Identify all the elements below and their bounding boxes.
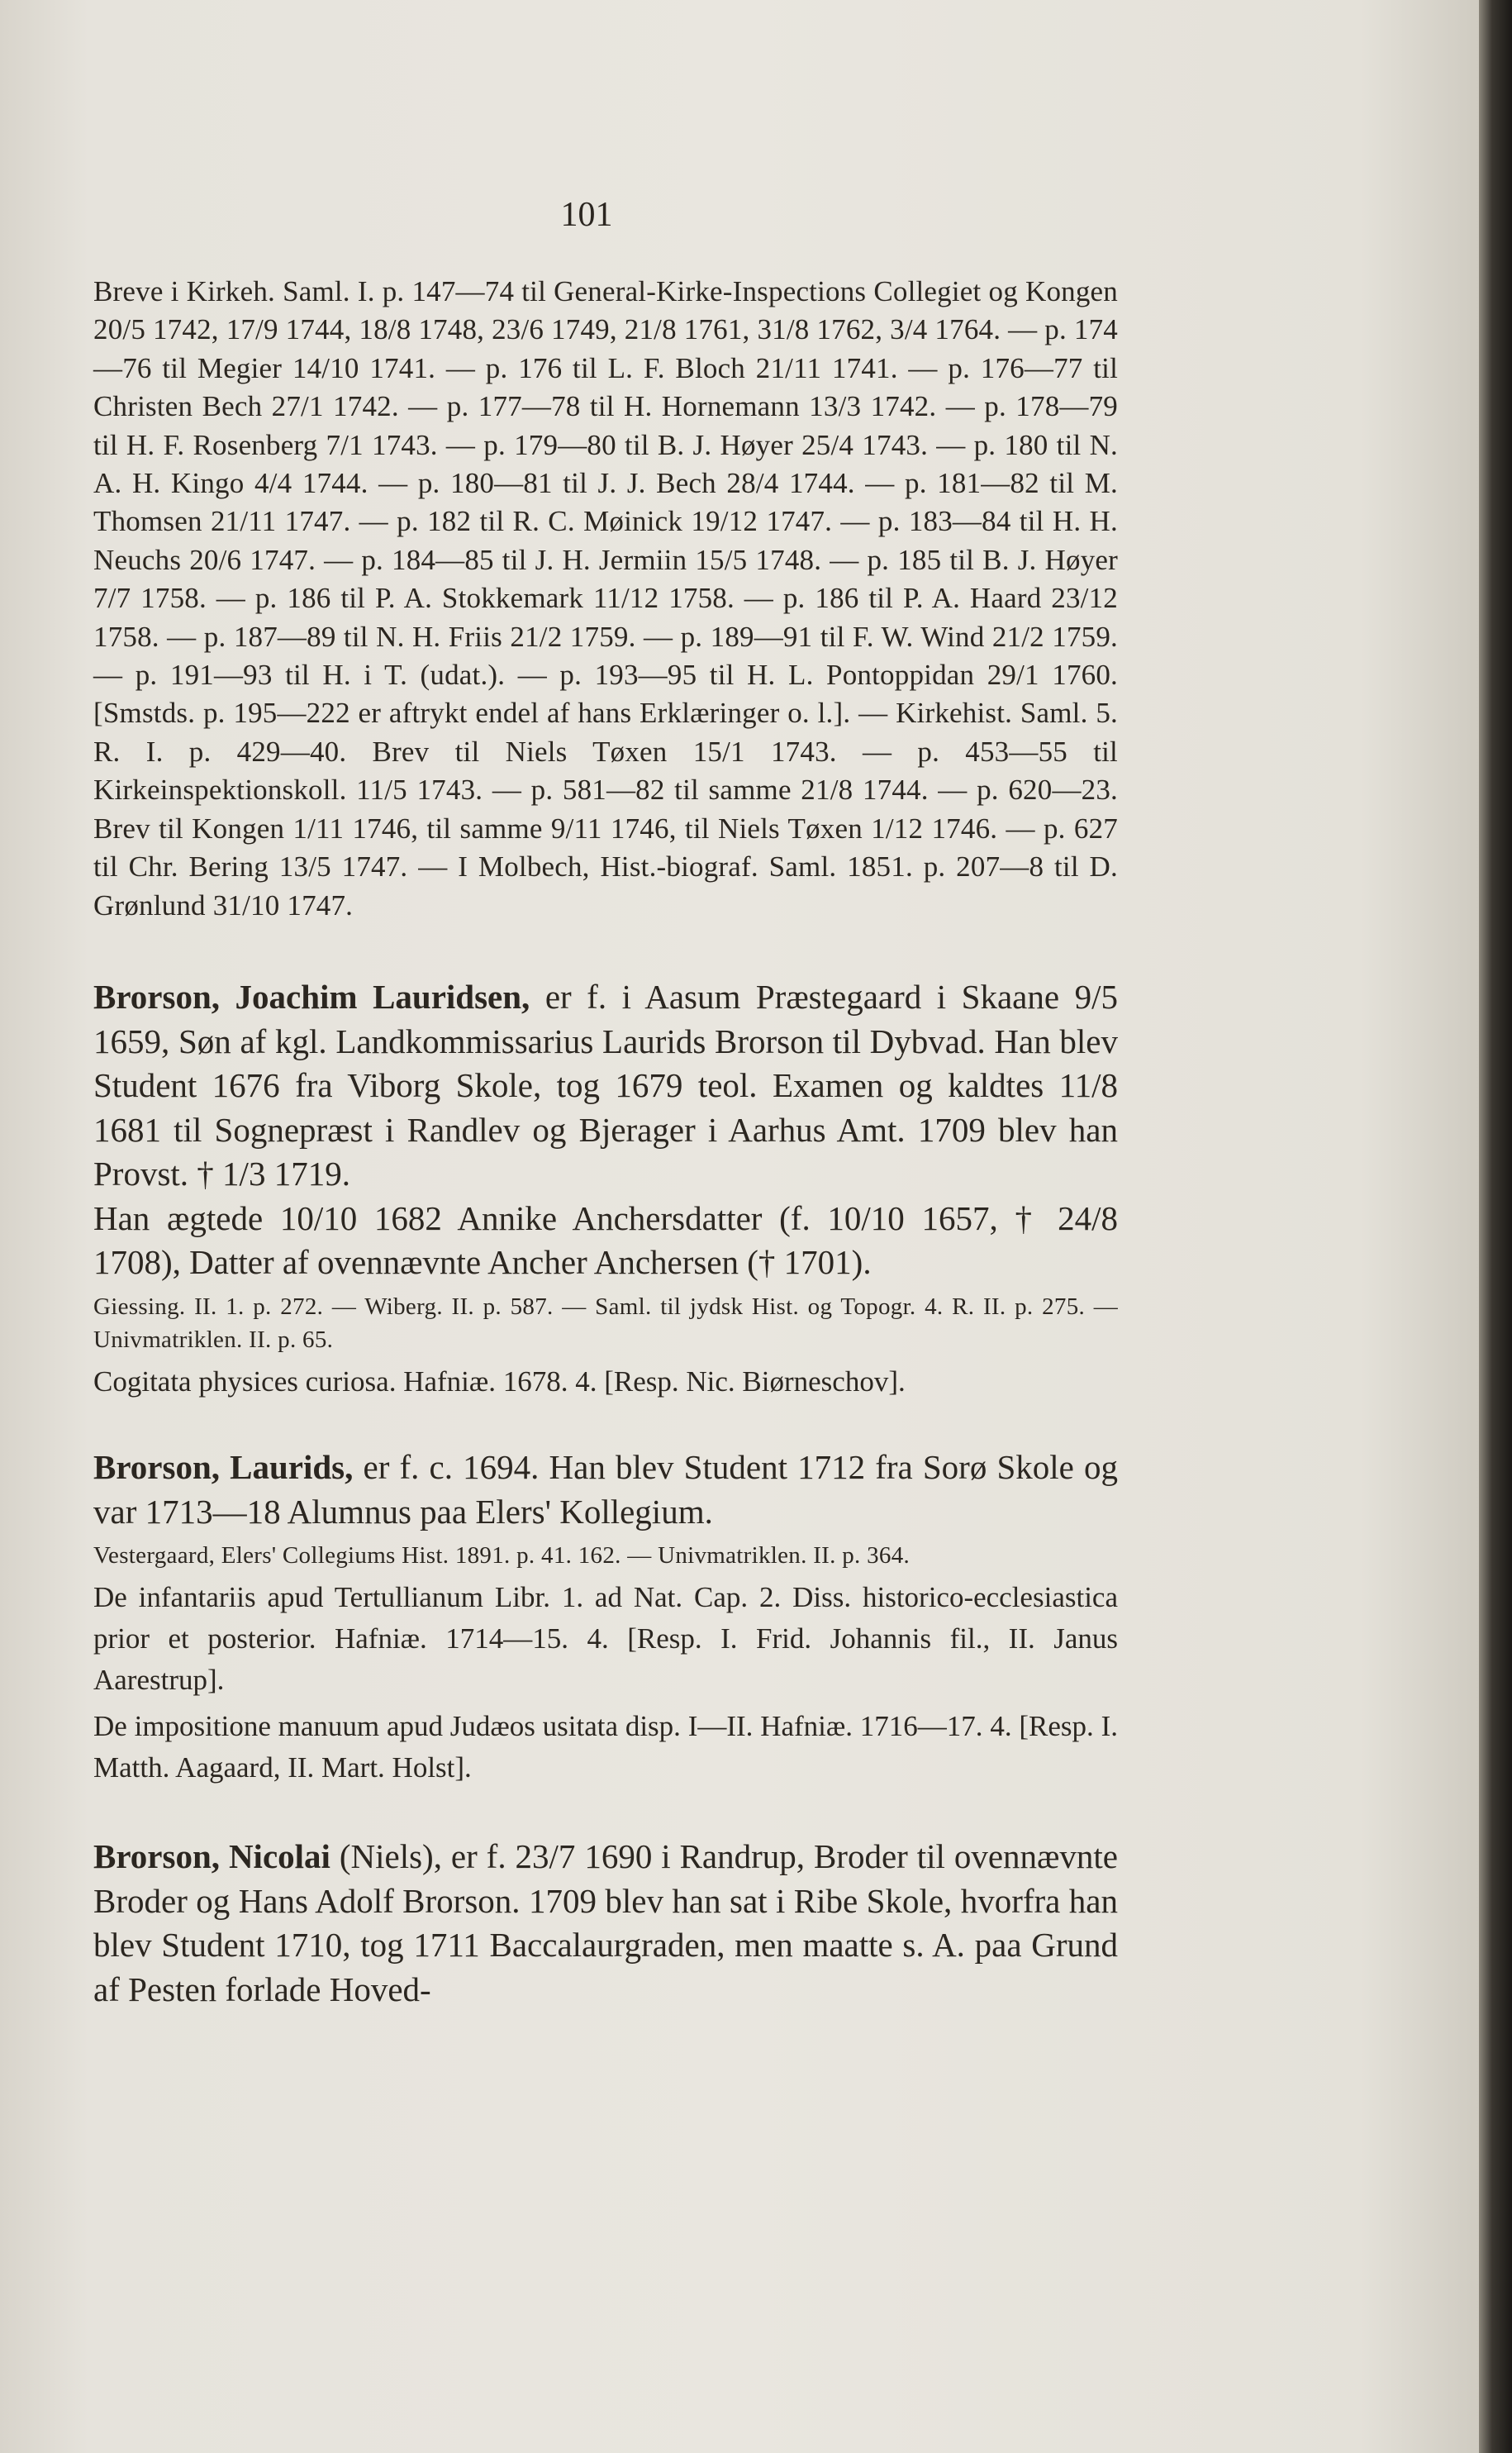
entry-citation: Vestergaard, Elers' Collegiums Hist. 1891. p. 41. 162. — Univmatriklen. II. p. 364. (93, 1542, 911, 1569)
entry-body: er f. c. 1694. Han blev Student 1712 fra Sorø Skole og var 1713—18 Alumnus paa Elers' Kollegium. (93, 1448, 1118, 1531)
entry-text (93, 975, 1118, 1197)
entry-nicolai-brorson (93, 1835, 1118, 2012)
entry-laurids-brorson (93, 1446, 1118, 1789)
entry-work: De impositione manuum apud Judæos usitata disp. I—II. Hafniæ. 1716—17. 4. [Resp. I. Matth. Aagaard, II. Mart. Holst]. (93, 1710, 1118, 1784)
entry-work: De infantariis apud Tertullianum Libr. 1. ad Nat. Cap. 2. Diss. historico-ecclesiastica prior et posterior. Hafniæ. 1714—15. 4. [Resp. I. Frid. Johannis fil., II. Janus Aarestrup]. (93, 1581, 1118, 1696)
entry-body: (Niels), er f. 23/7 1690 i Randrup, Broder til ovennævnte Broder og Hans Adolf Brorson. 1709 blev han sat i Ribe Skole, hvorfra han blev Student 1710, tog 1711 Baccalaurgraden, men maatte s. A. paa Grund af Pesten forlade Hoved- (93, 1837, 1118, 2008)
entry-work: Cogitata physices curiosa. Hafniæ. 1678. 4. [Resp. Nic. Biørneschov]. (93, 1365, 906, 1398)
entry-name: Brorson, Laurids, (93, 1448, 354, 1486)
entry-text (93, 1835, 1118, 2012)
entry-citation: Giessing. II. 1. p. 272. — Wiberg. II. p. 587. — Saml. til jydsk Hist. og Topogr. 4. R. II. p. 275. — Univmatriklen. II. p. 65. (93, 1293, 1118, 1353)
entry-body: er f. i Aasum Præstegaard i Skaane 9/5 1659, Søn af kgl. Landkommissarius Laurids Brorson til Dybvad. Han blev Student 1676 fra Viborg Skole, tog 1679 teol. Examen og kaldtes 11/8 1681 til Sognepræst i Randlev og Bjerager i Aarhus Amt. 1709 blev han Provst. † 1/3 1719. (93, 978, 1118, 1193)
entry-name: Brorson, Nicolai (93, 1837, 330, 1875)
entry-marriage: Han ægtede 10/10 1682 Annike Anchersdatter (f. 10/10 1657, † 24/8 1708), Datter af ovennævnte Ancher Anchersen († 1701). (93, 1198, 1118, 1281)
book-spine-edge (1479, 0, 1512, 2453)
references-paragraph: Breve i Kirkeh. Saml. I. p. 147—74 til General-Kirke-Inspections Collegiet og Kongen 20/5 1742, 17/9 1744, 18/8 1748, 23/6 1749, 21/8 1761, 31/8 1762, 3/4 1764. — p. 174—76 til Megier 14/10 1741. — p. 176 til L. F. Bloch 21/11 1741. — p. 176—77 til Christen Bech 27/1 1742. — p. 177—78 til H. Hornemann 13/3 1742. — p. 178—79 til H. F. Rosenberg 7/1 1743. — p. 179—80 til B. J. Høyer 25/4 1743. — p. 180 til N. A. H. Kingo 4/4 1744. — p. 180—81 til J. J. Bech 28/4 1744. — p. 181—82 til M. Thomsen 21/11 1747. — p. 182 til R. C. Møinick 19/12 1747. — p. 183—84 til H. H. Neuchs 20/6 1747. — p. 184—85 til J. H. Jermiin 15/5 1748. — p. 185 til B. J. Høyer 7/7 1758. — p. 186 til P. A. Stokkemark 11/12 1758. — p. 186 til P. A. Haard 23/12 1758. — p. 187—89 til N. H. Friis 21/2 1759. — p. 189—91 til F. W. Wind 21/2 1759. — p. 191—93 til H. i T. (udat.). — p. 193—95 til H. L. Pontoppidan 29/1 1760. [Smstds. p. 195—222 er aftrykt endel af hans Erklæringer o. l.]. — Kirkehist. Saml. 5. R. I. p. 429—40. Brev til Niels Tøxen 15/1 1743. — p. 453—55 til Kirkeinspektionskoll. 11/5 1743. — p. 581—82 til samme 21/8 1744. — p. 620—23. Brev til Kongen 1/11 1746, til samme 9/11 1746, til Niels Tøxen 1/12 1746. — p. 627 til Chr. Bering 13/5 1747. — I Molbech, Hist.-biograf. Saml. 1851. p. 207—8 til D. Grønlund 31/10 1747. (93, 275, 1118, 922)
page-number: 101 (560, 196, 613, 234)
entry-text (93, 1446, 1118, 1534)
entry-name: Brorson, Joachim Lauridsen, (93, 978, 530, 1016)
letters-references (93, 273, 1118, 925)
entry-joachim-brorson (93, 975, 1118, 1403)
